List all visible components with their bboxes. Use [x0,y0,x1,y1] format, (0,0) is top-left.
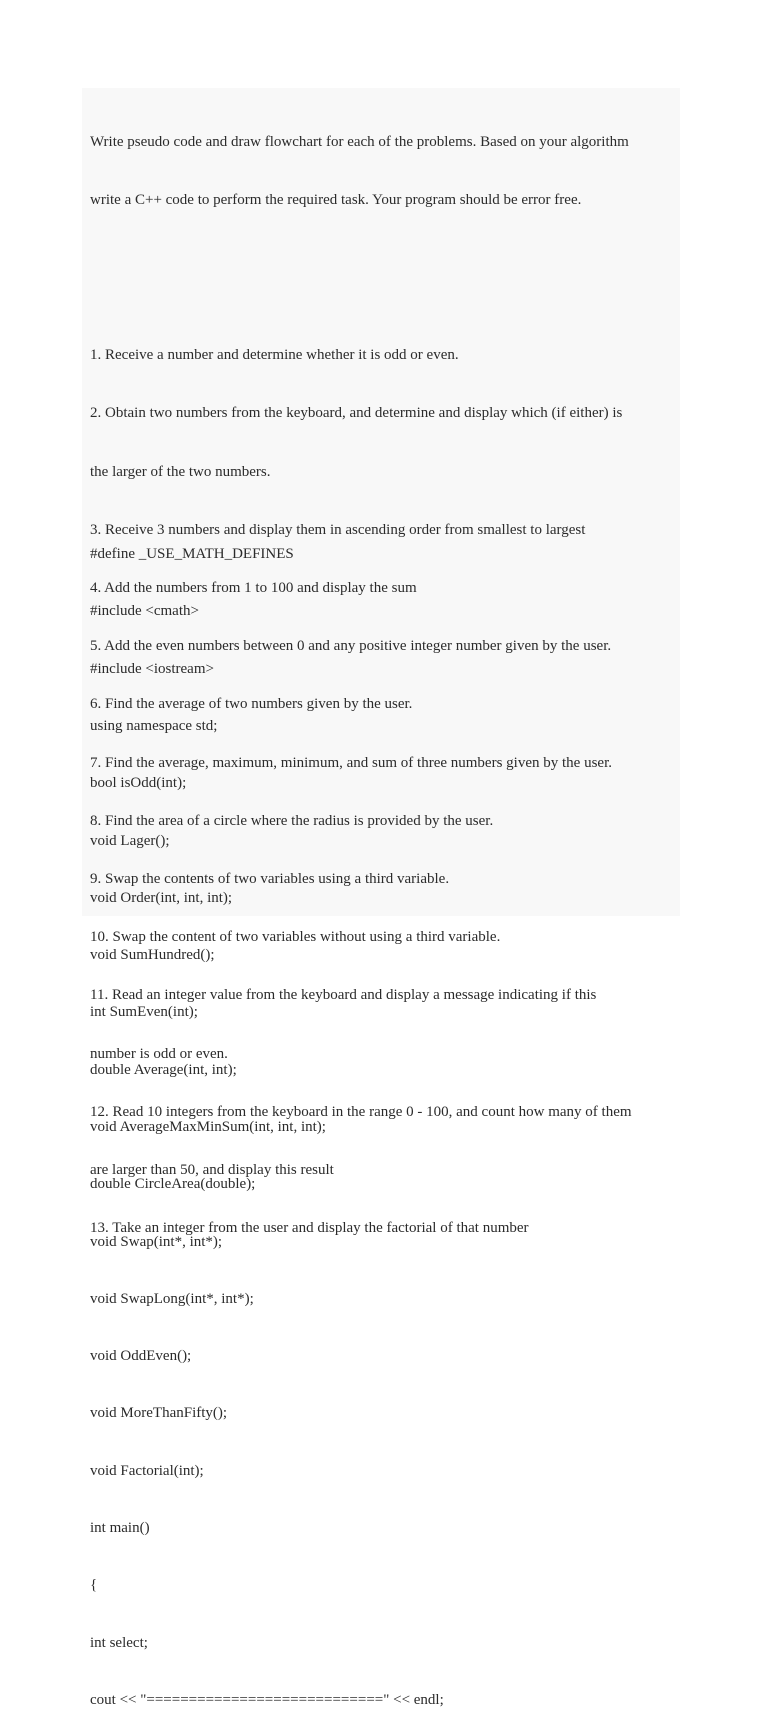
code-line: using namespace std; [90,718,218,735]
code-line: void SumHundred(); [90,947,215,964]
code-line: void SwapLong(int*, int*); [90,1290,254,1307]
code-line: bool isOdd(int); [90,775,187,792]
problem-line: 6. Find the average of two numbers given by the user. [90,696,413,713]
problem-line: 3. Receive 3 numbers and display them in ascending order from smallest to largest [90,521,586,538]
problem-line: 5. Add the even numbers between 0 and any positive integer number given by the user. [90,638,612,655]
code-line: void Order(int, int, int); [90,889,233,906]
code-line: #include <iostream> [90,660,214,677]
code-line: void OddEven(); [90,1348,192,1365]
code-line: #define _USE_MATH_DEFINES [90,546,294,563]
problem-line: 9. Swap the contents of two variables using a third variable. [90,871,450,888]
problem-line: 11. Read an integer value from the keyboard and display a message indicating if this [90,987,597,1004]
problem-line: 1. Receive a number and determine whether it is odd or even. [90,347,459,364]
problem-line: 12. Read 10 integers from the keyboard in the range 0 - 100, and count how many of them [90,1103,632,1120]
problem-line: 4. Add the numbers from 1 to 100 and display the sum [90,580,417,597]
problem-line: 7. Find the average, maximum, minimum, and sum of three numbers given by the user. [90,754,612,771]
problem-line: are larger than 50, and display this result [90,1162,334,1179]
code-line: void MoreThanFifty(); [90,1405,228,1422]
problem-line: the larger of the two numbers. [90,463,271,480]
code-line: void Swap(int*, int*); [90,1233,223,1250]
code-line: int main() [90,1519,150,1536]
code-line: int SumEven(int); [90,1004,198,1021]
code-line: #include <cmath> [90,603,199,620]
problem-line: number is odd or even. [90,1045,228,1062]
problem-line: 13. Take an integer from the user and display the factorial of that number [90,1220,529,1237]
code-line: int select; [90,1634,148,1651]
problem-line: 2. Obtain two numbers from the keyboard, and determine and display which (if either) is [90,405,623,422]
blank-line [90,249,632,268]
code-line: cout << "============================" << endl; [90,1691,444,1708]
code-line: void Lager(); [90,832,170,849]
code-line: double CircleArea(double); [90,1176,256,1193]
code-line: void AverageMaxMinSum(int, int, int); [90,1119,326,1135]
code-line: { [90,1577,98,1594]
code-listing [90,507,444,1729]
problem-line: 8. Find the area of a circle where the radius is provided by the user. [90,812,494,829]
code-line: void Factorial(int); [90,1462,204,1479]
code-line: double Average(int, int); [90,1061,237,1078]
intro-line: Write pseudo code and draw flowchart for each of the problems. Based on your algorithm [90,133,629,150]
intro-line: write a C++ code to perform the required task. Your program should be error free. [90,192,582,209]
problem-line: 10. Swap the content of two variables without using a third variable. [90,929,501,946]
